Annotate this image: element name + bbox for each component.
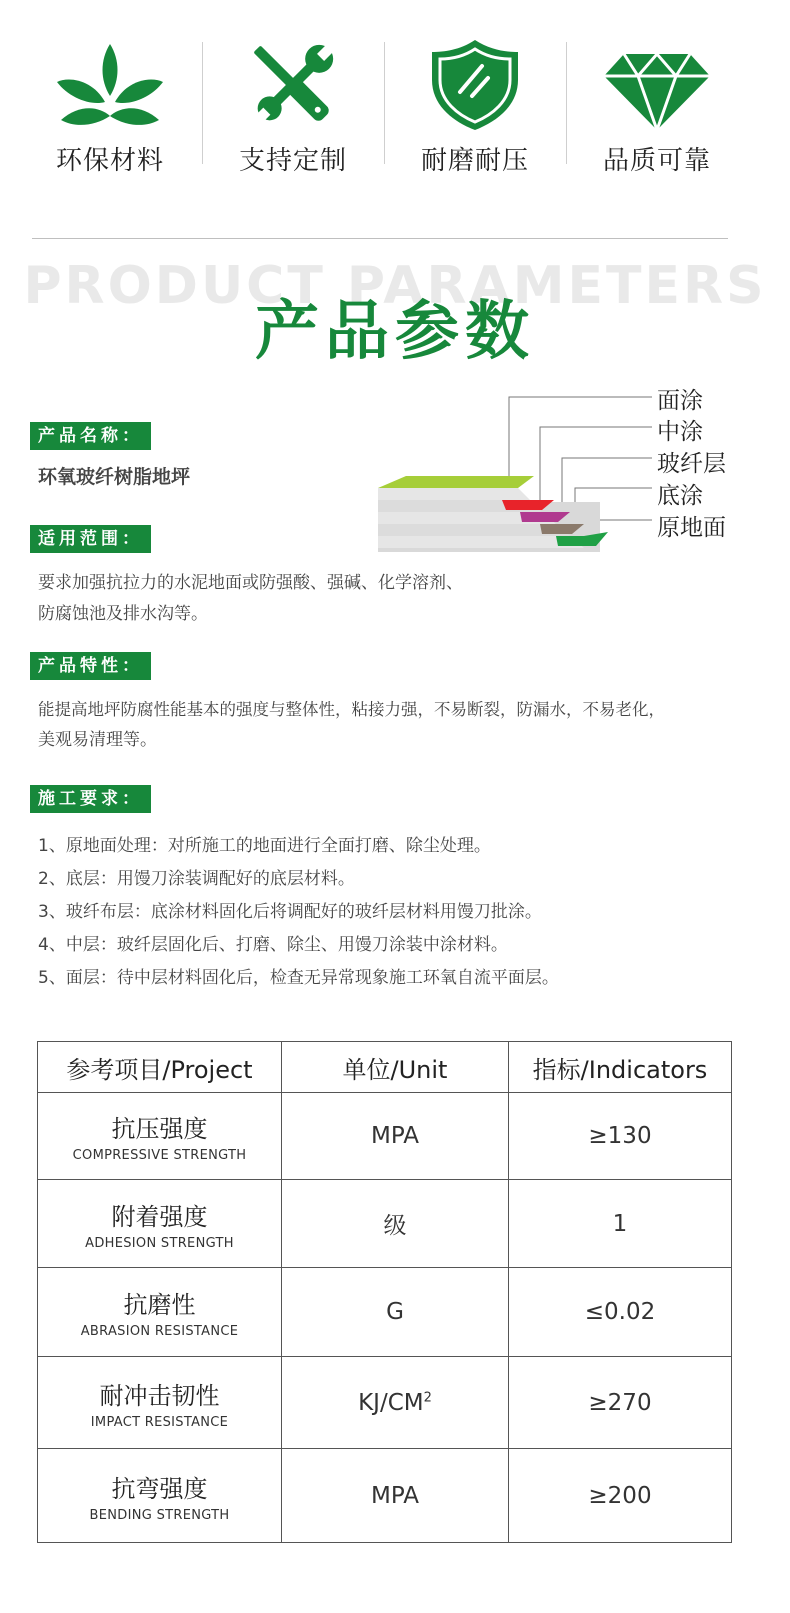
row-value: ≤0.02 bbox=[509, 1268, 732, 1357]
layer-diagram bbox=[370, 380, 790, 560]
step-item: 3、玻纤布层：底涂材料固化后将调配好的玻纤层材料用馒刀批涂。 bbox=[38, 902, 542, 922]
table-row bbox=[38, 1268, 732, 1357]
shield-icon bbox=[420, 40, 530, 130]
table-row bbox=[38, 1449, 732, 1543]
feature-quality bbox=[577, 40, 737, 180]
feature-custom bbox=[213, 40, 373, 180]
section-bg-title: PRODUCT PARAMETERS bbox=[23, 256, 767, 316]
table-row bbox=[38, 1093, 732, 1180]
row-project bbox=[38, 1093, 282, 1180]
row-unit bbox=[282, 1357, 509, 1449]
layer-top-coat bbox=[378, 476, 534, 488]
layer-label-middle: 中涂 bbox=[657, 419, 703, 445]
unit-text: KJ/CM bbox=[358, 1389, 424, 1416]
project-cn: 附着强度 bbox=[111, 1202, 208, 1231]
feature-row bbox=[0, 0, 790, 200]
step-item: 4、中层：玻纤层固化后、打磨、除尘、用馒刀涂装中涂材料。 bbox=[38, 935, 508, 955]
tag-product-name: 产品名称： bbox=[30, 422, 151, 450]
tag-construction: 施工要求： bbox=[30, 785, 151, 813]
layer-label-primer: 底涂 bbox=[657, 483, 703, 509]
project-cn: 抗弯强度 bbox=[111, 1474, 208, 1503]
layer-label-top: 面涂 bbox=[657, 388, 703, 414]
parameter-table bbox=[37, 1041, 732, 1543]
row-value: 1 bbox=[509, 1180, 732, 1268]
feature-label: 支持定制 bbox=[238, 146, 347, 176]
row-project bbox=[38, 1180, 282, 1268]
feature-eco bbox=[30, 40, 190, 180]
step-item: 1、原地面处理：对所施工的地面进行全面打磨、除尘处理。 bbox=[38, 836, 491, 856]
tag-features: 产品特性： bbox=[30, 652, 151, 680]
scope-line: 要求加强抗拉力的水泥地面或防强酸、强碱、化学溶剂、 bbox=[38, 573, 463, 593]
feature-label: 品质可靠 bbox=[602, 146, 711, 176]
project-cn: 抗压强度 bbox=[111, 1115, 208, 1143]
row-unit: MPA bbox=[282, 1449, 509, 1543]
tools-icon bbox=[238, 40, 348, 130]
step-item: 2、底层：用馒刀涂装调配好的底层材料。 bbox=[38, 869, 355, 889]
step-item: 5、面层：待中层材料固化后，检查无异常现象施工环氧自流平面层。 bbox=[38, 968, 559, 988]
tag-scope: 适用范围： bbox=[30, 525, 151, 553]
project-cn: 抗磨性 bbox=[123, 1291, 196, 1319]
feature-durable bbox=[395, 40, 555, 180]
features-line: 美观易清理等。 bbox=[38, 730, 157, 750]
divider bbox=[384, 42, 385, 164]
construction-steps bbox=[38, 830, 778, 995]
table-row bbox=[38, 1180, 732, 1268]
header-unit: 单位/Unit bbox=[282, 1042, 509, 1093]
table-header-row bbox=[38, 1042, 732, 1093]
row-project bbox=[38, 1268, 282, 1357]
header-indicators: 指标/Indicators bbox=[509, 1042, 732, 1093]
row-project bbox=[38, 1449, 282, 1543]
features-line: 能提高地坪防腐性能基本的强度与整体性，粘接力强，不易断裂，防漏水，不易老化， bbox=[38, 700, 665, 719]
row-unit: MPA bbox=[282, 1093, 509, 1180]
scope-line: 防腐蚀池及排水沟等。 bbox=[38, 604, 208, 624]
layer-label-fiber: 玻纤层 bbox=[657, 451, 726, 477]
project-en: ABRASION RESISTANCE bbox=[80, 1324, 239, 1339]
header-project: 参考项目/Project bbox=[38, 1042, 282, 1093]
row-value: ≥130 bbox=[509, 1093, 732, 1180]
row-project bbox=[38, 1357, 282, 1449]
diamond-icon bbox=[602, 40, 712, 130]
row-value: ≥270 bbox=[509, 1357, 732, 1449]
product-name-value: 环氧玻纤树脂地坪 bbox=[38, 466, 191, 488]
section-title: 产品参数 bbox=[255, 295, 535, 369]
leaf-icon bbox=[55, 40, 165, 130]
row-value: ≥200 bbox=[509, 1449, 732, 1543]
project-en: IMPACT RESISTANCE bbox=[90, 1414, 229, 1430]
leader-line bbox=[540, 427, 652, 510]
project-cn: 耐冲击韧性 bbox=[99, 1381, 220, 1410]
feature-label: 环保材料 bbox=[55, 146, 164, 176]
row-unit: 级 bbox=[282, 1180, 509, 1268]
section-divider bbox=[32, 238, 728, 239]
layer-label-substrate: 原地面 bbox=[657, 515, 726, 541]
table-row bbox=[38, 1357, 732, 1449]
divider bbox=[566, 42, 567, 164]
row-unit: G bbox=[282, 1268, 509, 1357]
divider bbox=[202, 42, 203, 164]
project-en: ADHESION STRENGTH bbox=[85, 1235, 234, 1251]
project-en: BENDING STRENGTH bbox=[89, 1507, 230, 1523]
leader-line bbox=[509, 397, 652, 495]
project-en: COMPRESSIVE STRENGTH bbox=[72, 1148, 247, 1163]
feature-label: 耐磨耐压 bbox=[420, 146, 529, 176]
unit-superscript: 2 bbox=[423, 1389, 432, 1405]
